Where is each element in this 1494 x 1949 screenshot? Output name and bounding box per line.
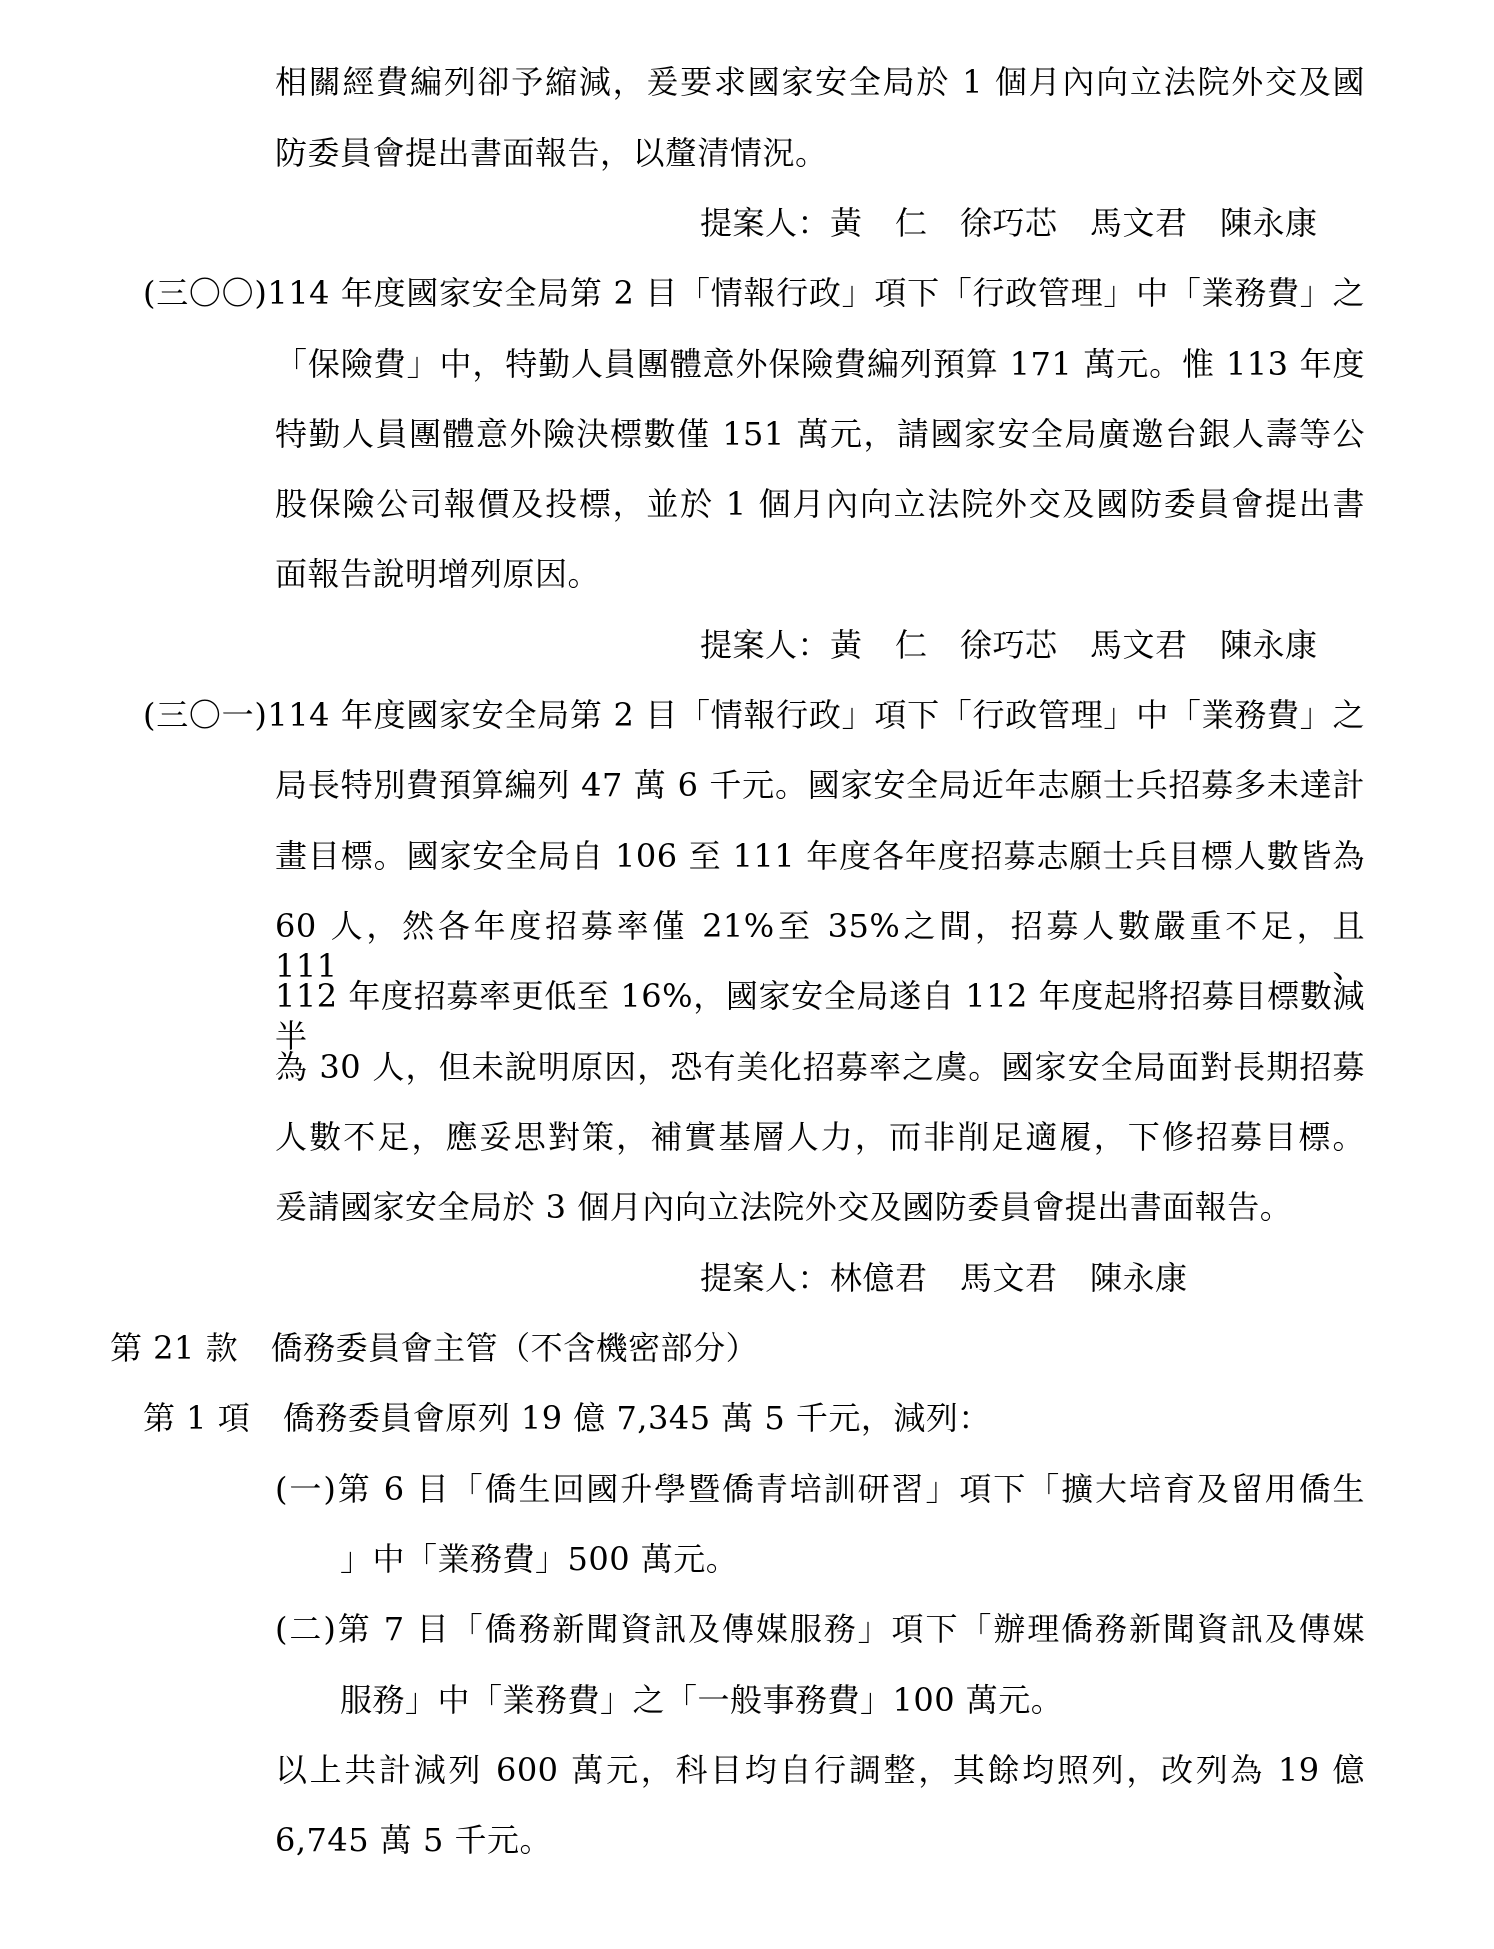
subsection-heading: 第 1 項 僑務委員會原列 19 億 7,345 萬 5 千元，減列： (143, 1399, 991, 1437)
list-item-line: (二)第 7 目「僑務新聞資訊及傳媒服務」項下「辦理僑務新聞資訊及傳媒 (275, 1610, 1365, 1648)
text-line: 為 30 人，但未說明原因，恐有美化招募率之虞。國家安全局面對長期招募 (275, 1048, 1365, 1086)
text-line: 60 人，然各年度招募率僅 21%至 35%之間，招募人數嚴重不足，且 111、 (275, 907, 1365, 985)
text-line: 相關經費編列卻予縮減，爰要求國家安全局於 1 個月內向立法院外交及國 (275, 63, 1365, 101)
text-line: 爰請國家安全局於 3 個月內向立法院外交及國防委員會提出書面報告。 (275, 1188, 1293, 1226)
list-item-line: 」中「業務費」500 萬元。 (340, 1540, 739, 1578)
text-line: 112 年度招募率更低至 16%，國家安全局遂自 112 年度起將招募目標數減半 (275, 977, 1365, 1055)
text-line: 「保險費」中，特勤人員團體意外保險費編列預算 171 萬元。惟 113 年度 (275, 345, 1365, 383)
text-line: 股保險公司報價及投標，並於 1 個月內向立法院外交及國防委員會提出書 (275, 485, 1365, 523)
item-heading-line: (三〇一)114 年度國家安全局第 2 目「情報行政」項下「行政管理」中「業務費」之 (143, 696, 1365, 734)
summary-line: 以上共計減列 600 萬元，科目均自行調整，其餘均照列，改列為 19 億 (275, 1751, 1365, 1789)
text-line: 特勤人員團體意外險決標數僅 151 萬元，請國家安全局廣邀台銀人壽等公 (275, 415, 1365, 453)
list-item-line: 服務」中「業務費」之「一般事務費」100 萬元。 (340, 1681, 1064, 1719)
signature-line: 提案人：林億君 馬文君 陳永康 (700, 1259, 1188, 1297)
text-line: 人數不足，應妥思對策，補實基層人力，而非削足適履，下修招募目標。 (275, 1118, 1365, 1156)
text-line: 畫目標。國家安全局自 106 至 111 年度各年度招募志願士兵目標人數皆為 (275, 837, 1365, 875)
section-heading: 第 21 款 僑務委員會主管（不含機密部分） (110, 1329, 759, 1367)
text-line: 面報告說明增列原因。 (275, 555, 601, 593)
text-line: 局長特別費預算編列 47 萬 6 千元。國家安全局近年志願士兵招募多未達計 (275, 766, 1365, 804)
summary-line: 6,745 萬 5 千元。 (275, 1821, 552, 1859)
signature-line: 提案人：黃 仁 徐巧芯 馬文君 陳永康 (700, 626, 1318, 664)
text-line: 防委員會提出書面報告，以釐清情況。 (275, 134, 828, 172)
signature-line: 提案人：黃 仁 徐巧芯 馬文君 陳永康 (700, 204, 1318, 242)
item-heading-line: (三〇〇)114 年度國家安全局第 2 目「情報行政」項下「行政管理」中「業務費」之 (143, 274, 1365, 312)
list-item-line: (一)第 6 目「僑生回國升學暨僑青培訓研習」項下「擴大培育及留用僑生 (275, 1470, 1365, 1508)
